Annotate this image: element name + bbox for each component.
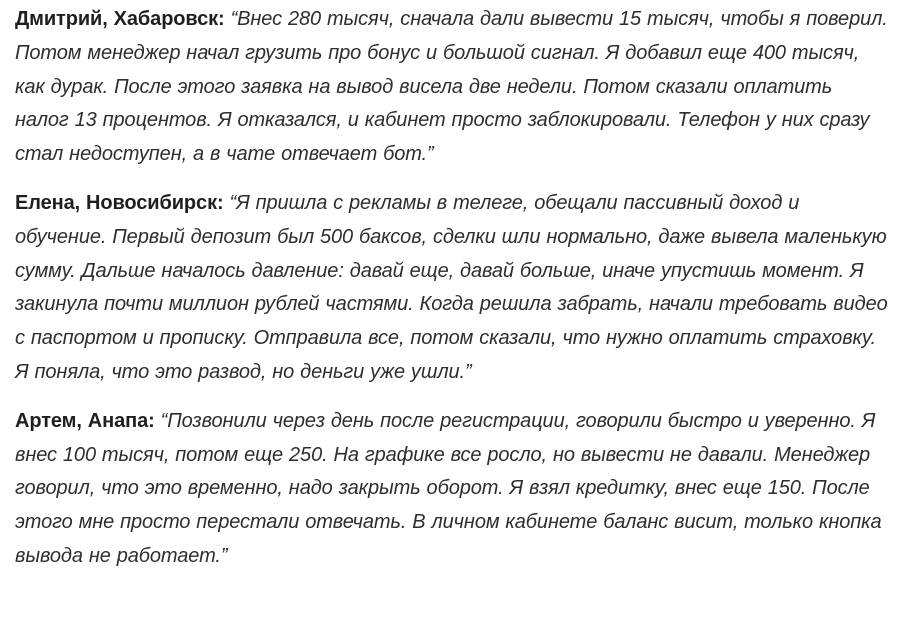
review-item (15, 187, 890, 390)
review-text: “Я пришла с рекламы в телеге, обещали пассивный доход и обучение. Первый депозит был 500 баксов, сделки шли нормально, даже вывела маленькую сумму. Дальше началось давление: давай еще, давай больше, иначе упустишь момент. Я закинула почти миллион рублей частями. Когда решила забрать, начали требовать видео с паспортом и прописку. Отправила все, потом сказали, что нужно оплатить страховку. Я поняла, что это развод, но деньги уже ушли.” (15, 191, 888, 383)
review-text: “Позвонили через день после регистрации, говорили быстро и уверенно. Я внес 100 тысяч, потом еще 250. На графике все росло, но вывести не давали. Менеджер говорил, что это временно, надо закрыть оборот. Я взял кредитку, внес еще 150. После этого мне просто перестали отвечать. В личном кабинете баланс висит, только кнопка вывода не работает.” (15, 409, 882, 567)
review-author: Елена, Новосибирск: (15, 191, 224, 214)
review-item (15, 405, 890, 574)
review-item (15, 3, 890, 172)
review-author: Дмитрий, Хабаровск: (15, 8, 225, 30)
review-author: Артем, Анапа: (15, 409, 155, 432)
review-text: “Внес 280 тысяч, сначала дали вывести 15 тысяч, чтобы я поверил. Потом менеджер начал грузить про бонус и большой сигнал. Я добавил еще 400 тысяч, как дурак. После этого заявка на вывод висела две недели. Потом сказали оплатить налог 13 процентов. Я отказался, и кабинет просто заблокировали. Телефон у них сразу стал недоступен, а в чате отвечает бот.” (15, 8, 888, 166)
